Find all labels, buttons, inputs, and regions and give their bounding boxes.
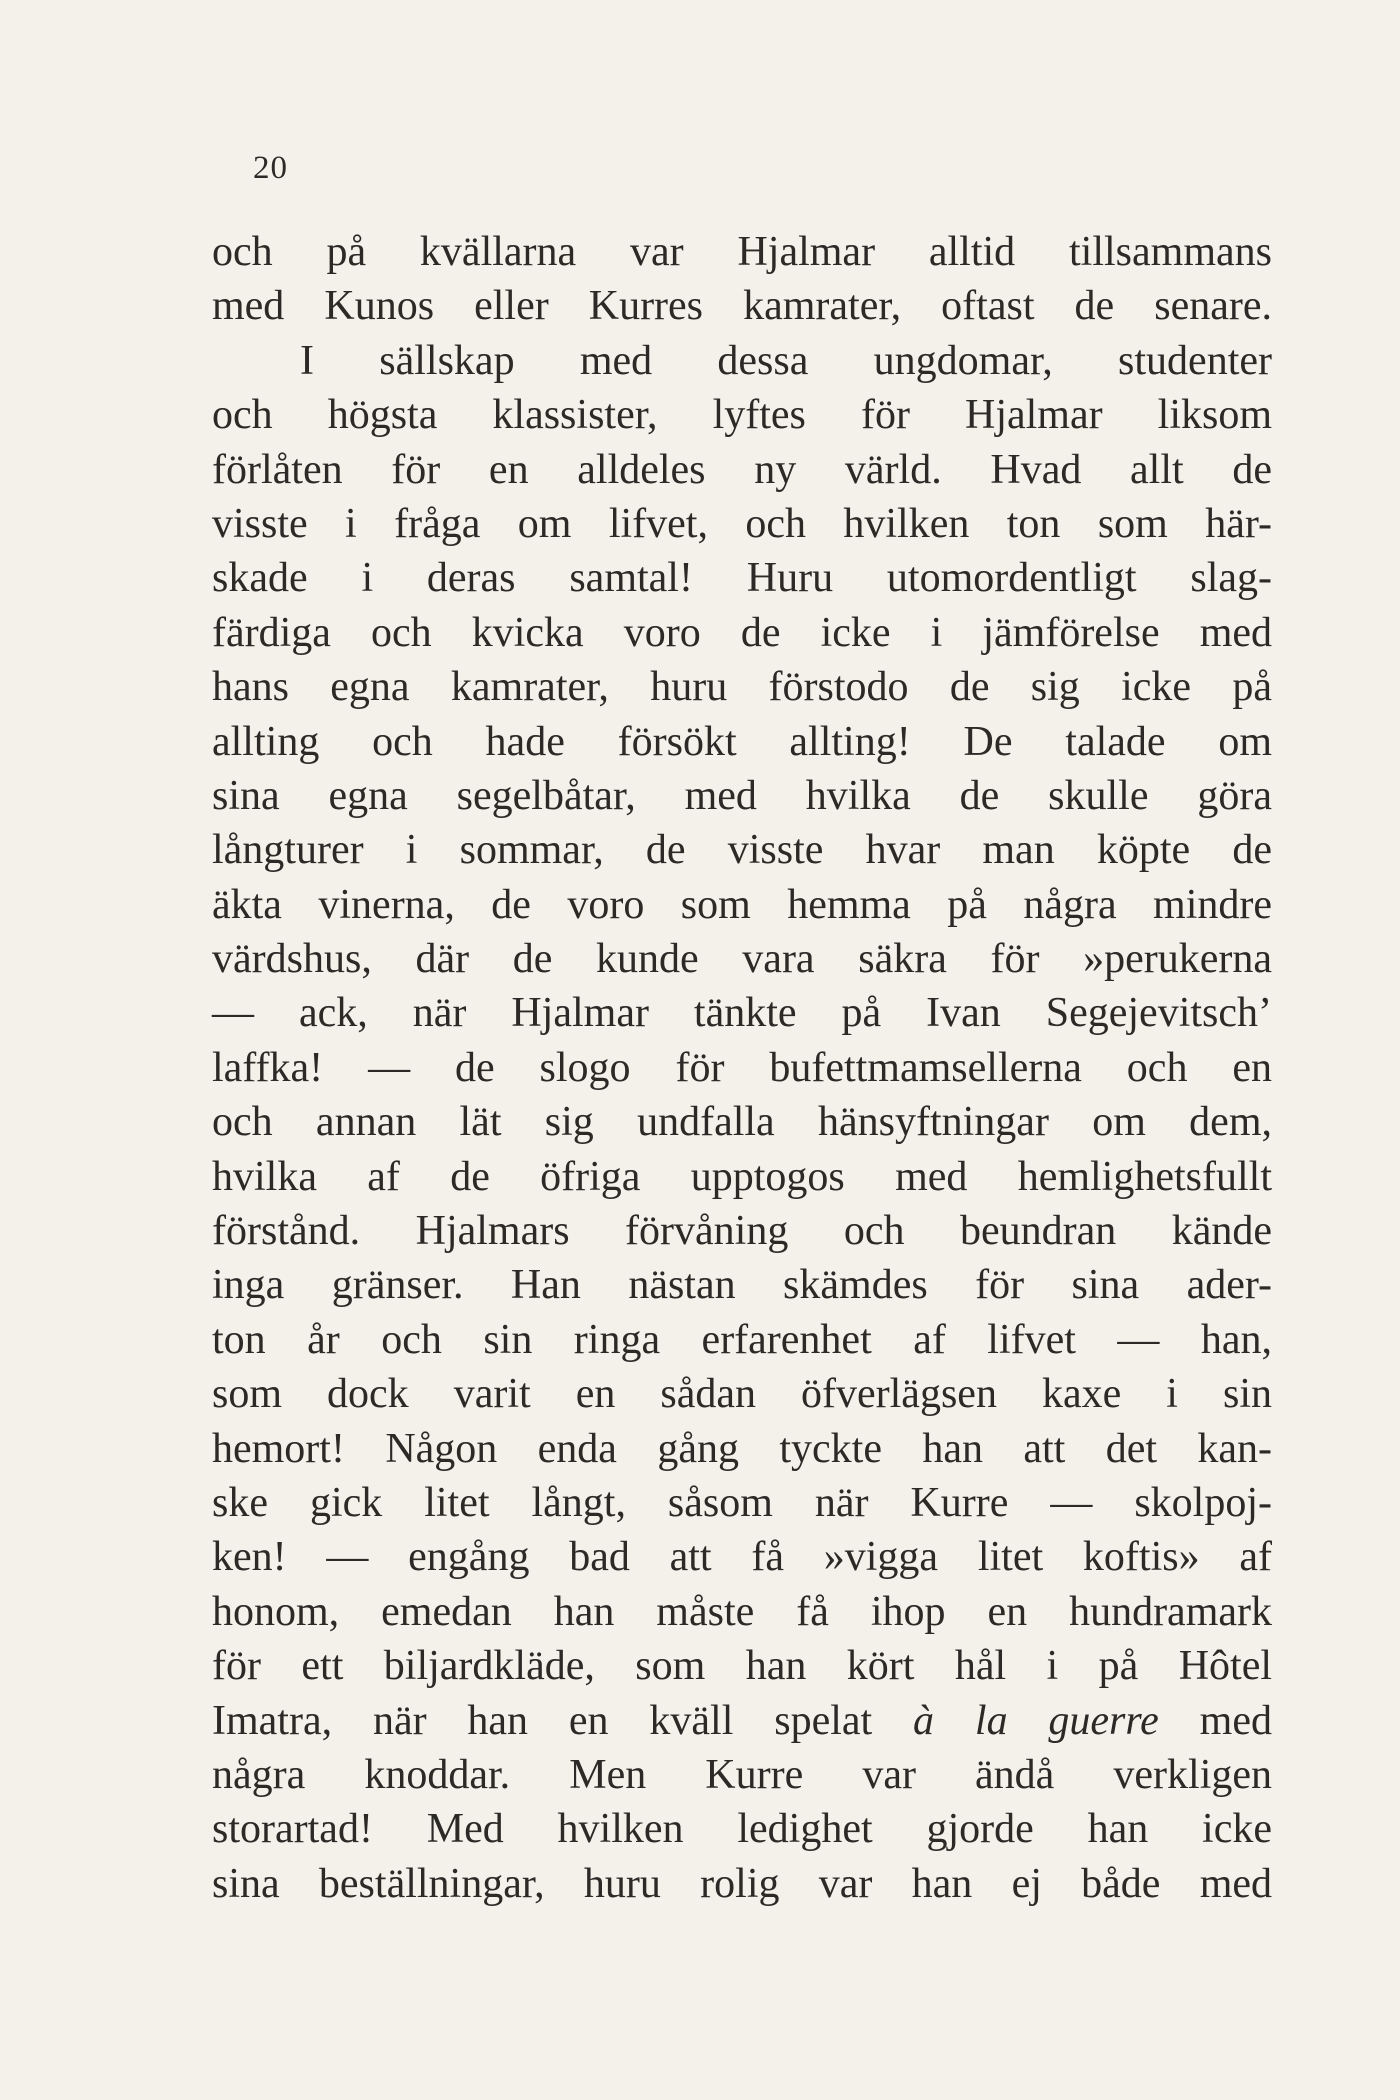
text-line: storartad! Med hvilken ledighet gjorde han icke xyxy=(212,1806,1272,1853)
text-line: några knoddar. Men Kurre var ändå verkligen xyxy=(212,1751,1272,1798)
text-line: ton år och sin ringa erfarenhet af lifvet — han, xyxy=(212,1316,1272,1363)
text-line: med Kunos eller Kurres kamrater, oftast de senare. xyxy=(212,283,1272,330)
text-fragment: Imatra, när han en kväll spelat xyxy=(212,1697,914,1744)
text-line: inga gränser. Han nästan skämdes för sina ader- xyxy=(212,1262,1272,1309)
text-line: för ett biljardkläde, som han kört hål i på Hôtel xyxy=(212,1643,1272,1690)
text-line: honom, emedan han måste få ihop en hundramark xyxy=(212,1588,1272,1635)
page-number: 20 xyxy=(253,150,288,186)
text-line: långturer i sommar, de visste hvar man köpte de xyxy=(212,827,1272,874)
text-fragment: med xyxy=(1158,1697,1272,1744)
text-line: ken! — engång bad att få »vigga litet koftis» af xyxy=(212,1534,1272,1581)
text-line: hemort! Någon enda gång tyckte han att det kan- xyxy=(212,1425,1272,1472)
text-line: förstånd. Hjalmars förvåning och beundran kände xyxy=(212,1208,1272,1255)
text-line-imatra xyxy=(212,1694,1272,1748)
text-line: allting och hade försökt allting! De talade om xyxy=(212,718,1272,765)
text-line: och på kvällarna var Hjalmar alltid tillsammans xyxy=(212,229,1272,275)
text-line: och högsta klassister, lyftes för Hjalmar liksom xyxy=(212,392,1272,439)
text-line: som dock varit en sådan öfverlägsen kaxe i sin xyxy=(212,1371,1272,1418)
text-line: äkta vinerna, de voro som hemma på några mindre xyxy=(212,881,1272,928)
text-line: värdshus, där de kunde vara säkra för »perukerna xyxy=(212,936,1272,983)
text-line: förlåten för en alldeles ny värld. Hvad allt de xyxy=(212,446,1272,493)
text-line: laffka! — de slogo för bufettmamsellerna och en xyxy=(212,1044,1272,1091)
text-line: färdiga och kvicka voro de icke i jämförelse med xyxy=(212,609,1272,656)
body-text xyxy=(212,225,1272,1911)
text-line: — ack, när Hjalmar tänkte på Ivan Segejevitsch’ xyxy=(212,990,1272,1037)
text-line: och annan lät sig undfalla hänsyftningar om dem, xyxy=(212,1099,1272,1146)
text-line: hvilka af de öfriga upptogos med hemlighetsfullt xyxy=(212,1153,1272,1200)
text-line: ske gick litet långt, såsom när Kurre — skolpoj- xyxy=(212,1479,1272,1526)
text-line: sina egna segelbåtar, med hvilka de skulle göra xyxy=(212,772,1272,819)
text-line: skade i deras samtal! Huru utomordentligt slag- xyxy=(212,555,1272,602)
text-line: hans egna kamrater, huru förstodo de sig icke på xyxy=(212,664,1272,711)
text-line: I sällskap med dessa ungdomar, studenter xyxy=(300,337,1272,384)
italic-phrase: à la guerre xyxy=(913,1697,1159,1744)
text-line: sina beställningar, huru rolig var han ej både med xyxy=(212,1860,1272,1907)
text-line: visste i fråga om lifvet, och hvilken ton som här- xyxy=(212,500,1272,547)
